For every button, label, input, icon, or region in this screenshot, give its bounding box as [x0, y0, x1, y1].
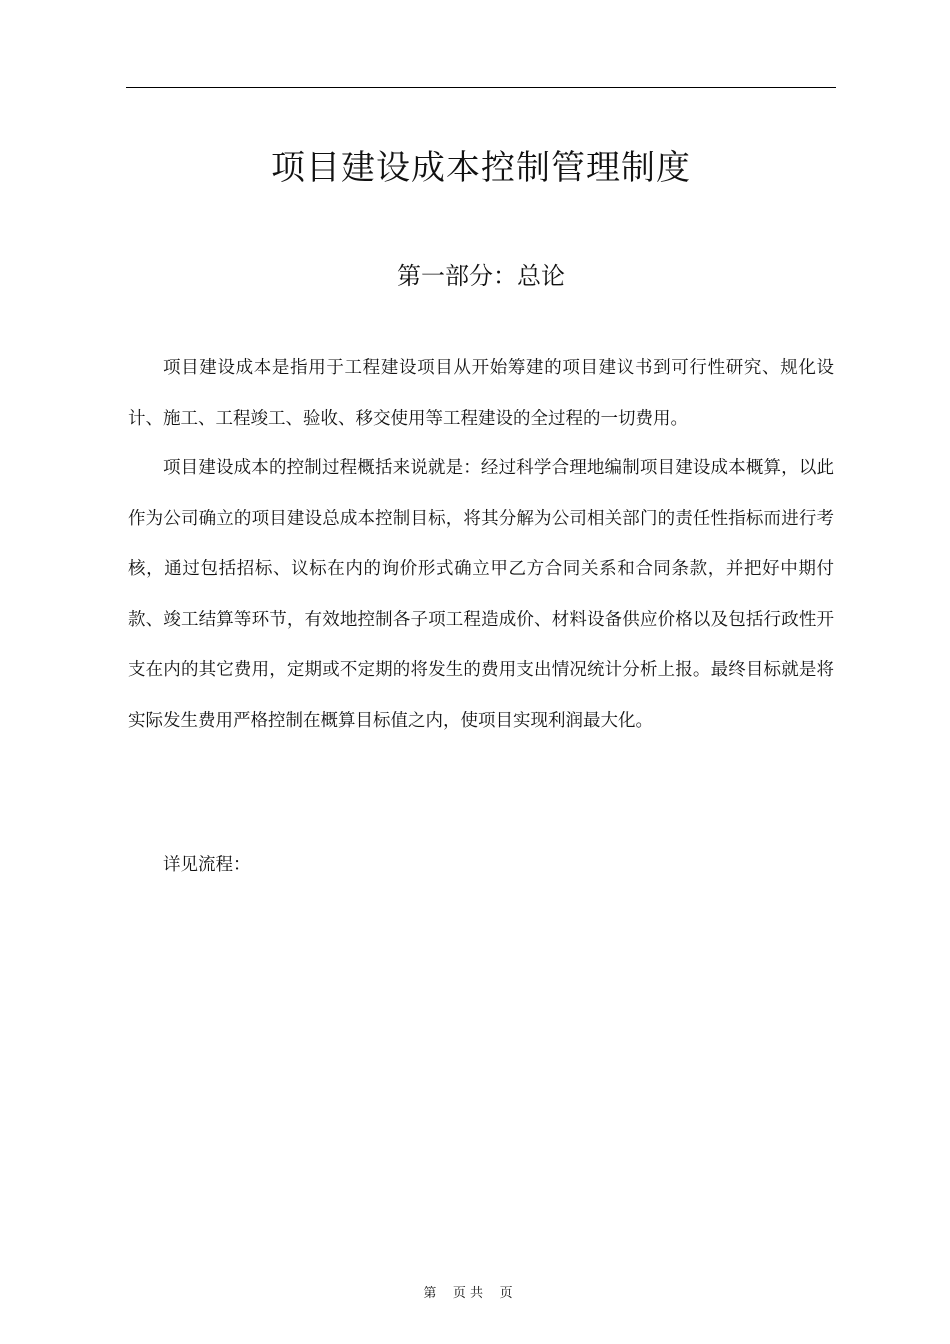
page-footer: 第 页 共 页: [423, 1286, 513, 1301]
section-heading: 第一部分：总论: [397, 262, 565, 290]
header-rule: [126, 87, 836, 88]
paragraph-definition: 项目建设成本是指用于工程建设项目从开始筹建的项目建议书到可行性研究、规化设计、施工、工程竣工、验收、移交使用等工程建设的全过程的一切费用。: [128, 358, 834, 429]
document-title: 项目建设成本控制管理制度: [271, 148, 691, 188]
paragraph-see-flow: 详见流程：: [163, 855, 251, 875]
paragraph-control-process: 项目建设成本的控制过程概括来说就是：经过科学合理地编制项目建设成本概算，以此作为公司确立的项目建设总成本控制目标，将其分解为公司相关部门的责任性指标而进行考核，通过包括招标、议标在内的询价形式确立甲乙方合同关系和合同条款，并把好中期付款、竣工结算等环节，有效地控制各子项工程造成价、材料设备供应价格以及包括行政性开支在内的其它费用，定期或不定期的将发生的费用支出情况统计分析上报。最终目标就是将实际发生费用严格控制在概算目标值之内，使项目实现利润最大化。: [128, 458, 834, 731]
